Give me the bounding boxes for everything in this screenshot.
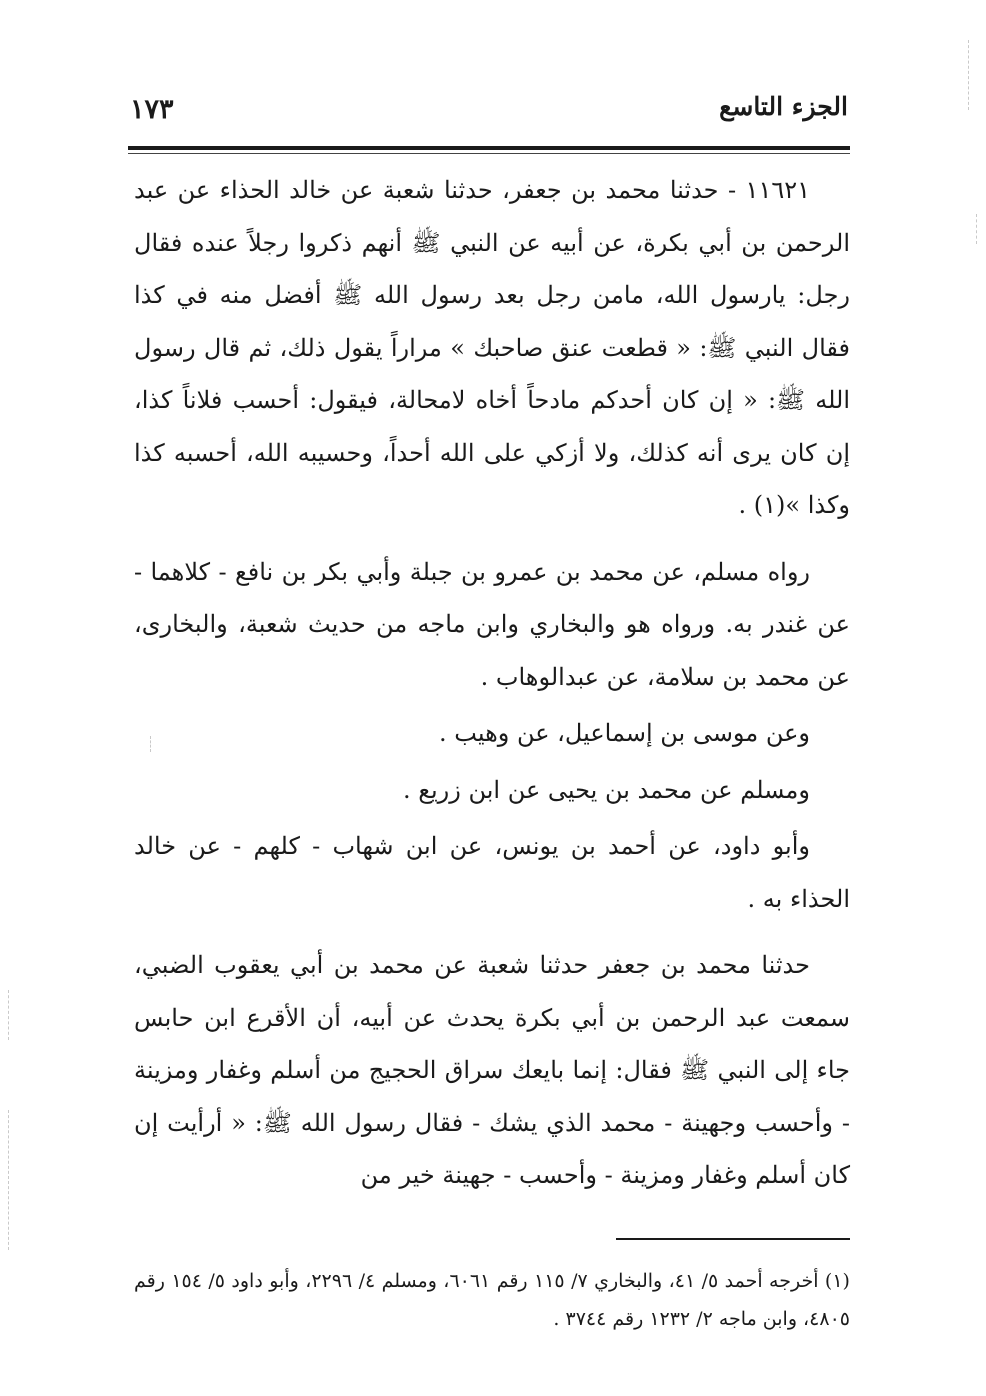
takhrij-paragraph: وعن موسى بن إسماعيل، عن وهيب .	[439, 719, 810, 747]
scan-margin-mark	[976, 214, 977, 244]
takhrij-paragraph: رواه مسلم، عن محمد بن عمرو بن جبلة وأبي بكر بن نافع - كلاهما - عن غندر به. ورواه هو والبخاري وابن ماجه من حديث شعبة، والبخارى، عن محمد بن سلامة، عن عبدالوهاب .	[134, 557, 850, 691]
header-rule	[128, 146, 850, 150]
footnote-rule	[616, 1238, 850, 1240]
scan-margin-mark	[8, 1110, 9, 1250]
takhrij-paragraph: وأبو داود، عن أحمد بن يونس، عن ابن شهاب - كلهم - عن خالد الحذاء به .	[134, 832, 850, 913]
page-header	[128, 92, 848, 132]
hadith-paragraph: حدثنا محمد بن جعفر حدثنا شعبة عن محمد بن أبي يعقوب الضبي، سمعت عبد الرحمن بن أبي بكرة يحدث عن أبيه، أن الأقرع ابن حابس جاء إلى النبي ﷺ فقال: إنما بايعك سراق الحجيج من أسلم وغفار ومزينة - وأحسب وجهينة - محمد الذي يشك - فقال رسول الله ﷺ: « أرأيت إن كان أسلم وغفار ومزينة - وأحسب - جهينة خير من	[134, 951, 850, 1189]
scan-margin-mark	[8, 990, 9, 1040]
main-text	[134, 164, 850, 1202]
page-number: ١٧٣	[130, 94, 174, 125]
takhrij-paragraph: ومسلم عن محمد بن يحيى عن ابن زريع .	[402, 775, 810, 804]
footnote: (١) أخرجه أحمد ٥/ ٤١، والبخاري ٧/ ١١٥ رقم ٦٠٦١، ومسلم ٤/ ٢٢٩٦، وأبو داود ٥/ ١٥٤ رقم ٤٨٠٥، وابن ماجه ٢/ ١٢٣٢ رقم ٣٧٤٤ .	[134, 1270, 850, 1330]
scan-margin-mark	[968, 40, 969, 110]
footnotes	[134, 1262, 850, 1338]
running-title: الجزء التاسع	[719, 92, 848, 121]
hadith-paragraph: ١١٦٢١ - حدثنا محمد بن جعفر، حدثنا شعبة عن خالد الحذاء عن عبد الرحمن بن أبي بكرة، عن أبيه عن النبي ﷺ أنهم ذكروا رجلاً عنده فقال رجل: يارسول الله، مامن رجل بعد رسول الله ﷺ أفضل منه في كذا فقال النبي ﷺ: « قطعت عنق صاحبك » مراراً يقول ذلك، ثم قال رسول الله ﷺ: « إن كان أحدكم مادحاً أخاه لامحالة، فيقول: أحسب فلاناً كذا، إن كان يرى أنه كذلك، ولا أزكي على الله أحداً، وحسيبه الله، أحسبه كذا وكذا »(١) .	[134, 176, 850, 519]
